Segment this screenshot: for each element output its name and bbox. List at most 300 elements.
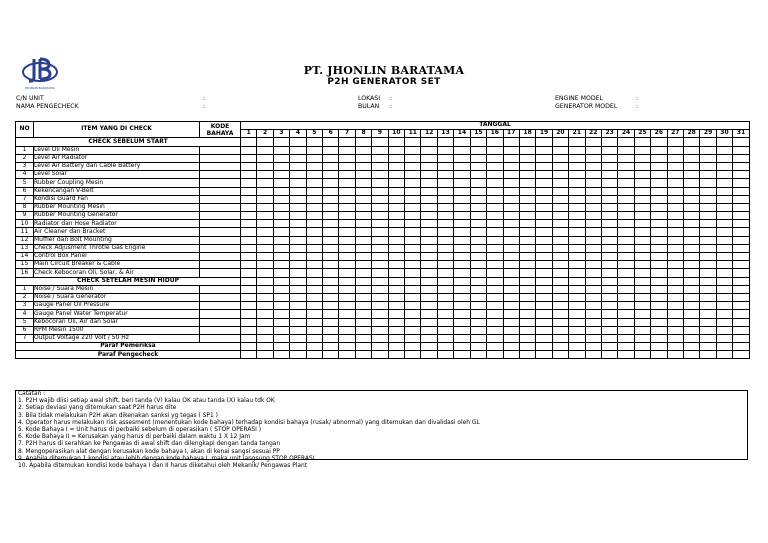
check-cell[interactable] (585, 195, 601, 203)
check-cell[interactable] (257, 302, 273, 310)
check-cell[interactable] (306, 146, 322, 154)
check-cell[interactable] (716, 277, 732, 285)
check-cell[interactable] (405, 212, 421, 220)
kode-bahaya-cell[interactable] (200, 228, 241, 236)
check-cell[interactable] (667, 293, 683, 301)
check-cell[interactable] (273, 261, 289, 269)
check-cell[interactable] (290, 334, 306, 342)
check-cell[interactable] (503, 212, 519, 220)
check-cell[interactable] (454, 228, 470, 236)
check-cell[interactable] (241, 244, 257, 252)
check-cell[interactable] (585, 179, 601, 187)
kode-bahaya-cell[interactable] (200, 318, 241, 326)
check-cell[interactable] (273, 171, 289, 179)
check-cell[interactable] (552, 351, 568, 359)
check-cell[interactable] (437, 228, 453, 236)
check-cell[interactable] (454, 146, 470, 154)
check-cell[interactable] (683, 154, 699, 162)
check-cell[interactable] (552, 154, 568, 162)
check-cell[interactable] (634, 253, 650, 261)
check-cell[interactable] (421, 236, 437, 244)
check-cell[interactable] (372, 212, 388, 220)
check-cell[interactable] (601, 203, 617, 211)
check-cell[interactable] (519, 302, 535, 310)
check-cell[interactable] (634, 302, 650, 310)
check-cell[interactable] (339, 326, 355, 334)
check-cell[interactable] (503, 293, 519, 301)
check-cell[interactable] (355, 203, 371, 211)
check-cell[interactable] (536, 138, 552, 146)
check-cell[interactable] (487, 326, 503, 334)
check-cell[interactable] (421, 261, 437, 269)
check-cell[interactable] (339, 277, 355, 285)
check-cell[interactable] (372, 318, 388, 326)
check-cell[interactable] (388, 195, 404, 203)
check-cell[interactable] (290, 253, 306, 261)
check-cell[interactable] (634, 261, 650, 269)
check-cell[interactable] (716, 343, 732, 351)
check-cell[interactable] (618, 318, 634, 326)
check-cell[interactable] (437, 261, 453, 269)
check-cell[interactable] (552, 293, 568, 301)
check-cell[interactable] (700, 212, 716, 220)
kode-bahaya-cell[interactable] (200, 195, 241, 203)
check-cell[interactable] (716, 212, 732, 220)
check-cell[interactable] (733, 154, 750, 162)
check-cell[interactable] (667, 269, 683, 277)
check-cell[interactable] (323, 220, 339, 228)
check-cell[interactable] (355, 195, 371, 203)
check-cell[interactable] (323, 302, 339, 310)
check-cell[interactable] (634, 244, 650, 252)
check-cell[interactable] (273, 318, 289, 326)
check-cell[interactable] (683, 203, 699, 211)
check-cell[interactable] (454, 343, 470, 351)
check-cell[interactable] (700, 277, 716, 285)
check-cell[interactable] (388, 228, 404, 236)
check-cell[interactable] (290, 187, 306, 195)
check-cell[interactable] (651, 203, 667, 211)
check-cell[interactable] (487, 220, 503, 228)
check-cell[interactable] (257, 179, 273, 187)
check-cell[interactable] (503, 269, 519, 277)
check-cell[interactable] (536, 326, 552, 334)
check-cell[interactable] (634, 195, 650, 203)
check-cell[interactable] (273, 277, 289, 285)
check-cell[interactable] (700, 171, 716, 179)
check-cell[interactable] (241, 277, 257, 285)
check-cell[interactable] (470, 334, 486, 342)
check-cell[interactable] (503, 302, 519, 310)
check-cell[interactable] (355, 334, 371, 342)
check-cell[interactable] (585, 154, 601, 162)
check-cell[interactable] (372, 244, 388, 252)
check-cell[interactable] (487, 310, 503, 318)
check-cell[interactable] (536, 203, 552, 211)
check-cell[interactable] (257, 277, 273, 285)
check-cell[interactable] (733, 310, 750, 318)
check-cell[interactable] (372, 179, 388, 187)
check-cell[interactable] (585, 244, 601, 252)
check-cell[interactable] (257, 293, 273, 301)
check-cell[interactable] (306, 228, 322, 236)
check-cell[interactable] (503, 154, 519, 162)
check-cell[interactable] (700, 179, 716, 187)
check-cell[interactable] (454, 212, 470, 220)
check-cell[interactable] (536, 285, 552, 293)
check-cell[interactable] (667, 343, 683, 351)
check-cell[interactable] (536, 277, 552, 285)
check-cell[interactable] (339, 171, 355, 179)
check-cell[interactable] (421, 269, 437, 277)
check-cell[interactable] (716, 334, 732, 342)
check-cell[interactable] (700, 154, 716, 162)
check-cell[interactable] (323, 138, 339, 146)
check-cell[interactable] (519, 269, 535, 277)
check-cell[interactable] (651, 171, 667, 179)
check-cell[interactable] (733, 171, 750, 179)
check-cell[interactable] (569, 203, 585, 211)
check-cell[interactable] (421, 195, 437, 203)
check-cell[interactable] (388, 138, 404, 146)
check-cell[interactable] (323, 351, 339, 359)
check-cell[interactable] (273, 253, 289, 261)
check-cell[interactable] (257, 212, 273, 220)
check-cell[interactable] (683, 269, 699, 277)
check-cell[interactable] (569, 318, 585, 326)
check-cell[interactable] (618, 253, 634, 261)
check-cell[interactable] (372, 351, 388, 359)
check-cell[interactable] (306, 261, 322, 269)
check-cell[interactable] (667, 220, 683, 228)
check-cell[interactable] (569, 302, 585, 310)
check-cell[interactable] (667, 228, 683, 236)
check-cell[interactable] (454, 195, 470, 203)
check-cell[interactable] (241, 236, 257, 244)
kode-bahaya-cell[interactable] (200, 326, 241, 334)
check-cell[interactable] (634, 187, 650, 195)
check-cell[interactable] (273, 146, 289, 154)
check-cell[interactable] (273, 212, 289, 220)
check-cell[interactable] (585, 212, 601, 220)
check-cell[interactable] (290, 146, 306, 154)
check-cell[interactable] (569, 138, 585, 146)
check-cell[interactable] (733, 244, 750, 252)
check-cell[interactable] (437, 171, 453, 179)
check-cell[interactable] (470, 179, 486, 187)
check-cell[interactable] (437, 326, 453, 334)
check-cell[interactable] (585, 236, 601, 244)
check-cell[interactable] (470, 277, 486, 285)
check-cell[interactable] (372, 203, 388, 211)
check-cell[interactable] (667, 195, 683, 203)
check-cell[interactable] (290, 195, 306, 203)
check-cell[interactable] (601, 162, 617, 170)
check-cell[interactable] (405, 203, 421, 211)
check-cell[interactable] (552, 302, 568, 310)
kode-bahaya-cell[interactable] (200, 261, 241, 269)
check-cell[interactable] (273, 236, 289, 244)
check-cell[interactable] (700, 343, 716, 351)
check-cell[interactable] (487, 302, 503, 310)
check-cell[interactable] (733, 277, 750, 285)
check-cell[interactable] (339, 146, 355, 154)
check-cell[interactable] (503, 228, 519, 236)
check-cell[interactable] (618, 228, 634, 236)
check-cell[interactable] (503, 326, 519, 334)
check-cell[interactable] (651, 253, 667, 261)
check-cell[interactable] (700, 162, 716, 170)
check-cell[interactable] (241, 138, 257, 146)
check-cell[interactable] (470, 302, 486, 310)
check-cell[interactable] (569, 187, 585, 195)
check-cell[interactable] (339, 236, 355, 244)
check-cell[interactable] (372, 326, 388, 334)
check-cell[interactable] (733, 203, 750, 211)
check-cell[interactable] (733, 285, 750, 293)
check-cell[interactable] (503, 203, 519, 211)
kode-bahaya-cell[interactable] (200, 236, 241, 244)
check-cell[interactable] (355, 351, 371, 359)
check-cell[interactable] (487, 203, 503, 211)
check-cell[interactable] (618, 195, 634, 203)
check-cell[interactable] (536, 171, 552, 179)
check-cell[interactable] (536, 293, 552, 301)
check-cell[interactable] (257, 236, 273, 244)
check-cell[interactable] (421, 187, 437, 195)
check-cell[interactable] (290, 236, 306, 244)
check-cell[interactable] (470, 285, 486, 293)
check-cell[interactable] (618, 146, 634, 154)
check-cell[interactable] (339, 310, 355, 318)
check-cell[interactable] (339, 334, 355, 342)
check-cell[interactable] (733, 236, 750, 244)
check-cell[interactable] (503, 351, 519, 359)
check-cell[interactable] (601, 261, 617, 269)
check-cell[interactable] (290, 244, 306, 252)
check-cell[interactable] (519, 228, 535, 236)
check-cell[interactable] (306, 351, 322, 359)
check-cell[interactable] (618, 285, 634, 293)
check-cell[interactable] (454, 220, 470, 228)
check-cell[interactable] (437, 220, 453, 228)
check-cell[interactable] (552, 269, 568, 277)
check-cell[interactable] (552, 343, 568, 351)
check-cell[interactable] (306, 179, 322, 187)
check-cell[interactable] (552, 228, 568, 236)
check-cell[interactable] (700, 203, 716, 211)
check-cell[interactable] (405, 154, 421, 162)
check-cell[interactable] (651, 302, 667, 310)
check-cell[interactable] (388, 277, 404, 285)
check-cell[interactable] (388, 293, 404, 301)
check-cell[interactable] (585, 261, 601, 269)
check-cell[interactable] (241, 293, 257, 301)
check-cell[interactable] (421, 212, 437, 220)
check-cell[interactable] (339, 162, 355, 170)
check-cell[interactable] (372, 146, 388, 154)
check-cell[interactable] (306, 236, 322, 244)
check-cell[interactable] (323, 310, 339, 318)
check-cell[interactable] (536, 179, 552, 187)
check-cell[interactable] (667, 302, 683, 310)
check-cell[interactable] (241, 220, 257, 228)
check-cell[interactable] (273, 195, 289, 203)
check-cell[interactable] (290, 269, 306, 277)
check-cell[interactable] (290, 220, 306, 228)
check-cell[interactable] (552, 244, 568, 252)
check-cell[interactable] (257, 146, 273, 154)
check-cell[interactable] (323, 236, 339, 244)
check-cell[interactable] (470, 351, 486, 359)
check-cell[interactable] (290, 228, 306, 236)
check-cell[interactable] (700, 285, 716, 293)
check-cell[interactable] (273, 228, 289, 236)
check-cell[interactable] (355, 285, 371, 293)
check-cell[interactable] (470, 171, 486, 179)
check-cell[interactable] (552, 146, 568, 154)
check-cell[interactable] (241, 285, 257, 293)
check-cell[interactable] (273, 138, 289, 146)
check-cell[interactable] (405, 269, 421, 277)
kode-bahaya-cell[interactable] (200, 162, 241, 170)
check-cell[interactable] (257, 138, 273, 146)
check-cell[interactable] (437, 236, 453, 244)
check-cell[interactable] (454, 261, 470, 269)
check-cell[interactable] (355, 138, 371, 146)
check-cell[interactable] (454, 253, 470, 261)
check-cell[interactable] (273, 179, 289, 187)
check-cell[interactable] (372, 285, 388, 293)
check-cell[interactable] (667, 326, 683, 334)
check-cell[interactable] (355, 179, 371, 187)
check-cell[interactable] (241, 228, 257, 236)
check-cell[interactable] (569, 244, 585, 252)
check-cell[interactable] (355, 310, 371, 318)
check-cell[interactable] (454, 269, 470, 277)
check-cell[interactable] (601, 343, 617, 351)
check-cell[interactable] (405, 138, 421, 146)
check-cell[interactable] (273, 351, 289, 359)
check-cell[interactable] (716, 269, 732, 277)
check-cell[interactable] (241, 171, 257, 179)
check-cell[interactable] (683, 162, 699, 170)
check-cell[interactable] (503, 244, 519, 252)
check-cell[interactable] (290, 293, 306, 301)
check-cell[interactable] (503, 195, 519, 203)
check-cell[interactable] (421, 162, 437, 170)
check-cell[interactable] (503, 343, 519, 351)
check-cell[interactable] (339, 318, 355, 326)
check-cell[interactable] (700, 318, 716, 326)
check-cell[interactable] (437, 285, 453, 293)
kode-bahaya-cell[interactable] (200, 187, 241, 195)
check-cell[interactable] (323, 162, 339, 170)
check-cell[interactable] (733, 318, 750, 326)
check-cell[interactable] (290, 343, 306, 351)
check-cell[interactable] (634, 146, 650, 154)
check-cell[interactable] (667, 236, 683, 244)
check-cell[interactable] (618, 179, 634, 187)
check-cell[interactable] (355, 326, 371, 334)
check-cell[interactable] (437, 162, 453, 170)
check-cell[interactable] (388, 244, 404, 252)
check-cell[interactable] (716, 244, 732, 252)
check-cell[interactable] (273, 187, 289, 195)
check-cell[interactable] (651, 244, 667, 252)
check-cell[interactable] (355, 212, 371, 220)
check-cell[interactable] (569, 277, 585, 285)
check-cell[interactable] (536, 228, 552, 236)
check-cell[interactable] (519, 187, 535, 195)
check-cell[interactable] (536, 154, 552, 162)
check-cell[interactable] (241, 179, 257, 187)
check-cell[interactable] (454, 302, 470, 310)
check-cell[interactable] (388, 203, 404, 211)
check-cell[interactable] (683, 220, 699, 228)
check-cell[interactable] (470, 195, 486, 203)
check-cell[interactable] (634, 343, 650, 351)
check-cell[interactable] (634, 269, 650, 277)
check-cell[interactable] (716, 146, 732, 154)
check-cell[interactable] (241, 334, 257, 342)
check-cell[interactable] (601, 244, 617, 252)
check-cell[interactable] (536, 236, 552, 244)
check-cell[interactable] (372, 171, 388, 179)
check-cell[interactable] (437, 253, 453, 261)
check-cell[interactable] (716, 285, 732, 293)
check-cell[interactable] (257, 269, 273, 277)
check-cell[interactable] (290, 285, 306, 293)
check-cell[interactable] (700, 334, 716, 342)
check-cell[interactable] (388, 285, 404, 293)
check-cell[interactable] (569, 162, 585, 170)
check-cell[interactable] (470, 203, 486, 211)
check-cell[interactable] (306, 318, 322, 326)
check-cell[interactable] (257, 171, 273, 179)
check-cell[interactable] (339, 269, 355, 277)
check-cell[interactable] (700, 146, 716, 154)
check-cell[interactable] (470, 146, 486, 154)
check-cell[interactable] (601, 351, 617, 359)
check-cell[interactable] (241, 154, 257, 162)
check-cell[interactable] (487, 351, 503, 359)
check-cell[interactable] (601, 154, 617, 162)
check-cell[interactable] (601, 187, 617, 195)
check-cell[interactable] (405, 318, 421, 326)
check-cell[interactable] (700, 220, 716, 228)
check-cell[interactable] (306, 220, 322, 228)
check-cell[interactable] (733, 293, 750, 301)
check-cell[interactable] (454, 293, 470, 301)
check-cell[interactable] (241, 203, 257, 211)
check-cell[interactable] (306, 154, 322, 162)
check-cell[interactable] (454, 171, 470, 179)
check-cell[interactable] (487, 146, 503, 154)
check-cell[interactable] (405, 146, 421, 154)
check-cell[interactable] (618, 351, 634, 359)
check-cell[interactable] (519, 334, 535, 342)
kode-bahaya-cell[interactable] (200, 154, 241, 162)
check-cell[interactable] (716, 138, 732, 146)
check-cell[interactable] (470, 138, 486, 146)
check-cell[interactable] (241, 253, 257, 261)
check-cell[interactable] (503, 179, 519, 187)
check-cell[interactable] (306, 293, 322, 301)
check-cell[interactable] (569, 253, 585, 261)
check-cell[interactable] (470, 220, 486, 228)
check-cell[interactable] (355, 244, 371, 252)
